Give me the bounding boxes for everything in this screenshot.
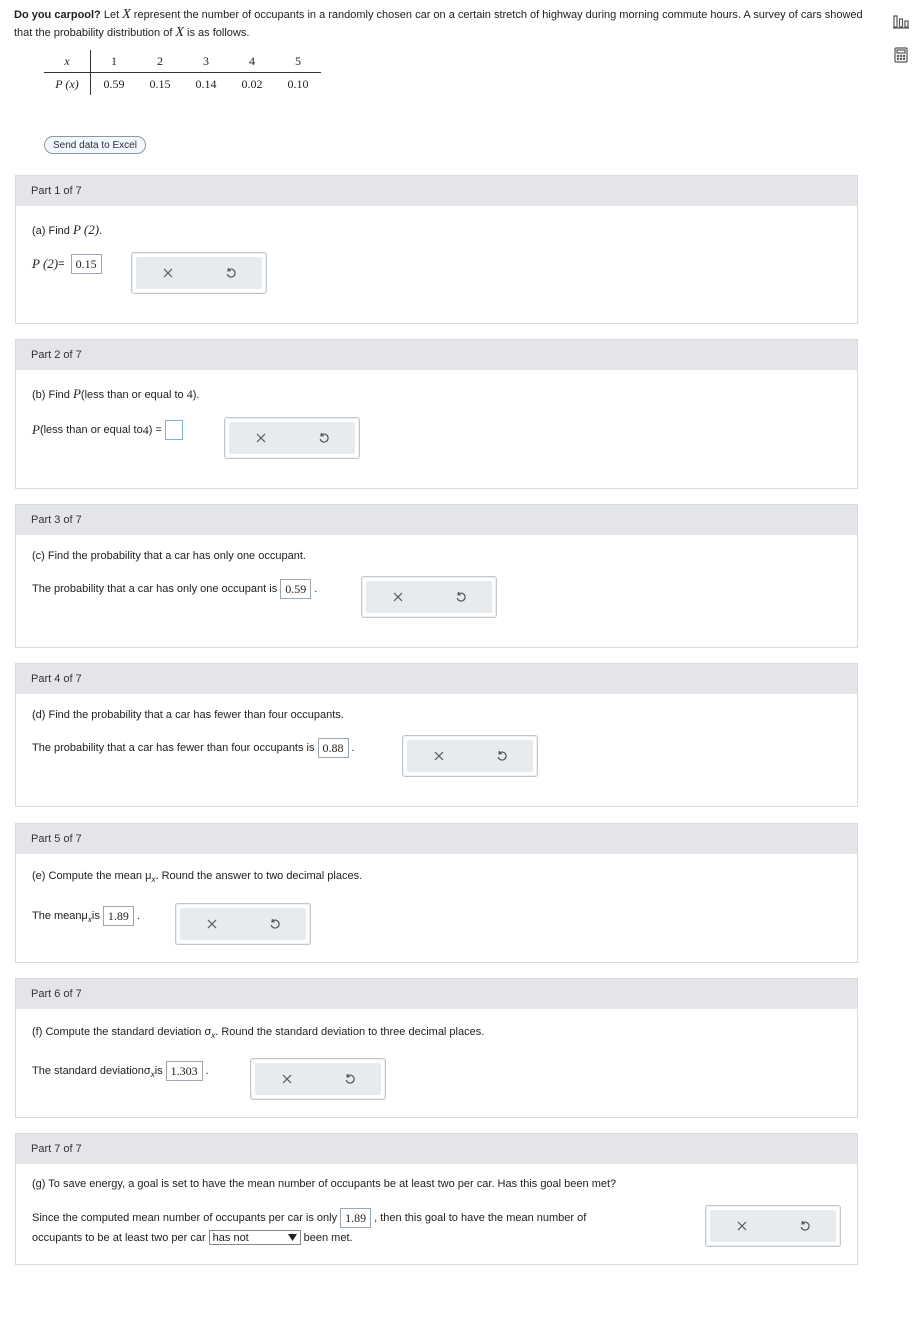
question-label: (f) Compute the standard deviation: [32, 1026, 205, 1038]
problem-title: Do you carpool?: [14, 9, 101, 21]
x-value: 2: [137, 50, 183, 73]
question-text: [32, 222, 102, 238]
answer-input[interactable]: 0.88: [318, 738, 349, 758]
x-header: [44, 50, 91, 73]
part-1: [15, 175, 858, 324]
answer-math: P (2): [32, 256, 59, 271]
x-icon[interactable]: [160, 265, 176, 281]
select-value: has not: [212, 1231, 249, 1244]
question-text: (g) To save energy, a goal is set to have the mean number of occupants be at least two per car. Has this goal been met?: [32, 1178, 617, 1190]
part-header: Part 6 of 7: [16, 979, 857, 1009]
p-value: 0.15: [149, 76, 171, 91]
answer-controls: [175, 903, 311, 945]
var-x: X: [175, 25, 184, 40]
triangle-down-icon: [288, 1234, 297, 1241]
answer-label: is: [154, 1065, 163, 1077]
answer-line: [32, 1061, 209, 1081]
answer-label: The mean: [32, 910, 82, 922]
x-value: 5: [275, 50, 321, 73]
undo-icon[interactable]: [223, 265, 239, 281]
answer-line: [32, 906, 140, 926]
question-math: P (2): [72, 222, 100, 237]
question-text: [32, 870, 362, 882]
undo-icon[interactable]: [494, 748, 510, 764]
undo-icon[interactable]: [797, 1218, 813, 1234]
x-icon[interactable]: [390, 589, 406, 605]
answer-input[interactable]: 0.15: [71, 254, 102, 274]
p-value: 0.10: [287, 76, 309, 91]
answer-label: The probability that a car has only one occupant is: [32, 583, 278, 595]
part-header: Part 3 of 7: [16, 505, 857, 535]
x-icon[interactable]: [734, 1218, 750, 1234]
answer-label: occupants to be at least two per car: [32, 1231, 206, 1244]
x-value: 3: [183, 50, 229, 73]
answer-line-2: [32, 1230, 353, 1245]
answer-controls: [224, 417, 360, 459]
var-x: X: [122, 7, 131, 22]
answer-label: is: [91, 910, 100, 922]
x-icon[interactable]: [431, 748, 447, 764]
question-label: ).: [192, 389, 200, 401]
answer-input[interactable]: 1.303: [166, 1061, 203, 1081]
answer-label: .: [314, 583, 318, 595]
answer-controls: [250, 1058, 386, 1100]
x-icon[interactable]: [279, 1071, 295, 1087]
answer-controls: [131, 252, 267, 294]
sigma-symbol: σ: [204, 1026, 212, 1038]
part-3: [15, 504, 858, 648]
answer-label: ) =: [148, 424, 162, 436]
p-value: 0.02: [241, 76, 263, 91]
question-text: (c) Find the probability that a car has only one occupant.: [32, 550, 306, 562]
p-value: 0.14: [195, 76, 217, 91]
answer-line-1: [32, 1208, 586, 1228]
calculator-icon[interactable]: [892, 46, 910, 64]
x-icon[interactable]: [253, 430, 269, 446]
part-4: [15, 663, 858, 807]
subscript: x: [211, 1031, 216, 1040]
part-6: [15, 978, 858, 1118]
undo-icon[interactable]: [453, 589, 469, 605]
answer-label: The standard deviation: [32, 1065, 144, 1077]
subscript: x: [151, 875, 156, 884]
answer-controls: [361, 576, 497, 618]
question-label: . Round the standard deviation to three decimal places.: [215, 1026, 485, 1038]
send-to-excel-button[interactable]: Send data to Excel: [44, 136, 146, 154]
goal-met-select[interactable]: [209, 1230, 301, 1245]
answer-label: .: [205, 1065, 209, 1077]
question-text: [32, 1026, 484, 1038]
part-header: Part 7 of 7: [16, 1134, 857, 1164]
answer-input[interactable]: [165, 420, 183, 440]
undo-icon[interactable]: [316, 430, 332, 446]
answer-line: [32, 579, 317, 599]
p-header-label: P (x): [55, 76, 79, 91]
answer-label: .: [351, 742, 355, 754]
x-header-label: x: [64, 53, 70, 68]
x-value: 1: [91, 50, 138, 73]
question-text: [32, 386, 199, 402]
answer-input[interactable]: 1.89: [103, 906, 134, 926]
undo-icon[interactable]: [342, 1071, 358, 1087]
mu-symbol: μ: [145, 870, 152, 882]
part-header: Part 1 of 7: [16, 176, 857, 206]
question-label: .: [99, 225, 103, 237]
question-math: P: [72, 386, 81, 401]
answer-label: .: [136, 910, 140, 922]
x-icon[interactable]: [204, 916, 220, 932]
question-num: 4: [186, 387, 193, 401]
sigma-symbol: σ: [143, 1065, 151, 1077]
answer-label: , then this goal to have the mean number of: [374, 1212, 587, 1224]
question-label: (b) Find: [32, 389, 73, 401]
answer-line: [32, 254, 105, 274]
answer-math: P: [32, 422, 40, 437]
part-header: Part 4 of 7: [16, 664, 857, 694]
subscript: x: [150, 1069, 155, 1079]
probability-distribution-table: [44, 50, 321, 95]
answer-input[interactable]: 0.59: [280, 579, 311, 599]
part-5: [15, 823, 858, 963]
question-label: (e) Compute the mean: [32, 870, 146, 882]
answer-controls: [402, 735, 538, 777]
question-label: (a) Find: [32, 225, 73, 237]
question-text: (d) Find the probability that a car has fewer than four occupants.: [32, 709, 344, 721]
question-label: . Round the answer to two decimal places.: [155, 870, 363, 882]
intro-text: represent the number of occupants in a randomly chosen car on a certain stretch of highway during morning commute hours. A survey of cars showed that the probability distribution of: [14, 9, 863, 39]
p-header: [44, 73, 91, 96]
intro-text: is as follows.: [184, 27, 250, 39]
question-label: (less than or equal to: [80, 389, 187, 401]
x-value: 4: [229, 50, 275, 73]
bar-chart-icon[interactable]: [892, 12, 910, 30]
part-header: Part 2 of 7: [16, 340, 857, 370]
p-value: 0.59: [103, 76, 125, 91]
part-2: [15, 339, 858, 489]
problem-statement: [14, 6, 864, 42]
answer-label: Since the computed mean number of occupants per car is only: [32, 1212, 338, 1224]
answer-label: (less than or equal to: [39, 424, 143, 436]
answer-label: The probability that a car has fewer than four occupants is: [32, 742, 315, 754]
mu-symbol: μ: [81, 910, 88, 922]
tool-icons: [892, 12, 910, 80]
answer-input[interactable]: 1.89: [340, 1208, 371, 1228]
answer-label: =: [58, 258, 65, 270]
part-header: Part 5 of 7: [16, 824, 857, 854]
answer-controls: [705, 1205, 841, 1247]
answer-num: 4: [142, 422, 149, 437]
answer-label: been met.: [303, 1231, 353, 1244]
subscript: x: [87, 914, 92, 924]
intro-text: Let: [100, 9, 123, 21]
answer-line: [32, 738, 355, 758]
undo-icon[interactable]: [267, 916, 283, 932]
answer-line: [32, 420, 186, 440]
part-7: [15, 1133, 858, 1265]
